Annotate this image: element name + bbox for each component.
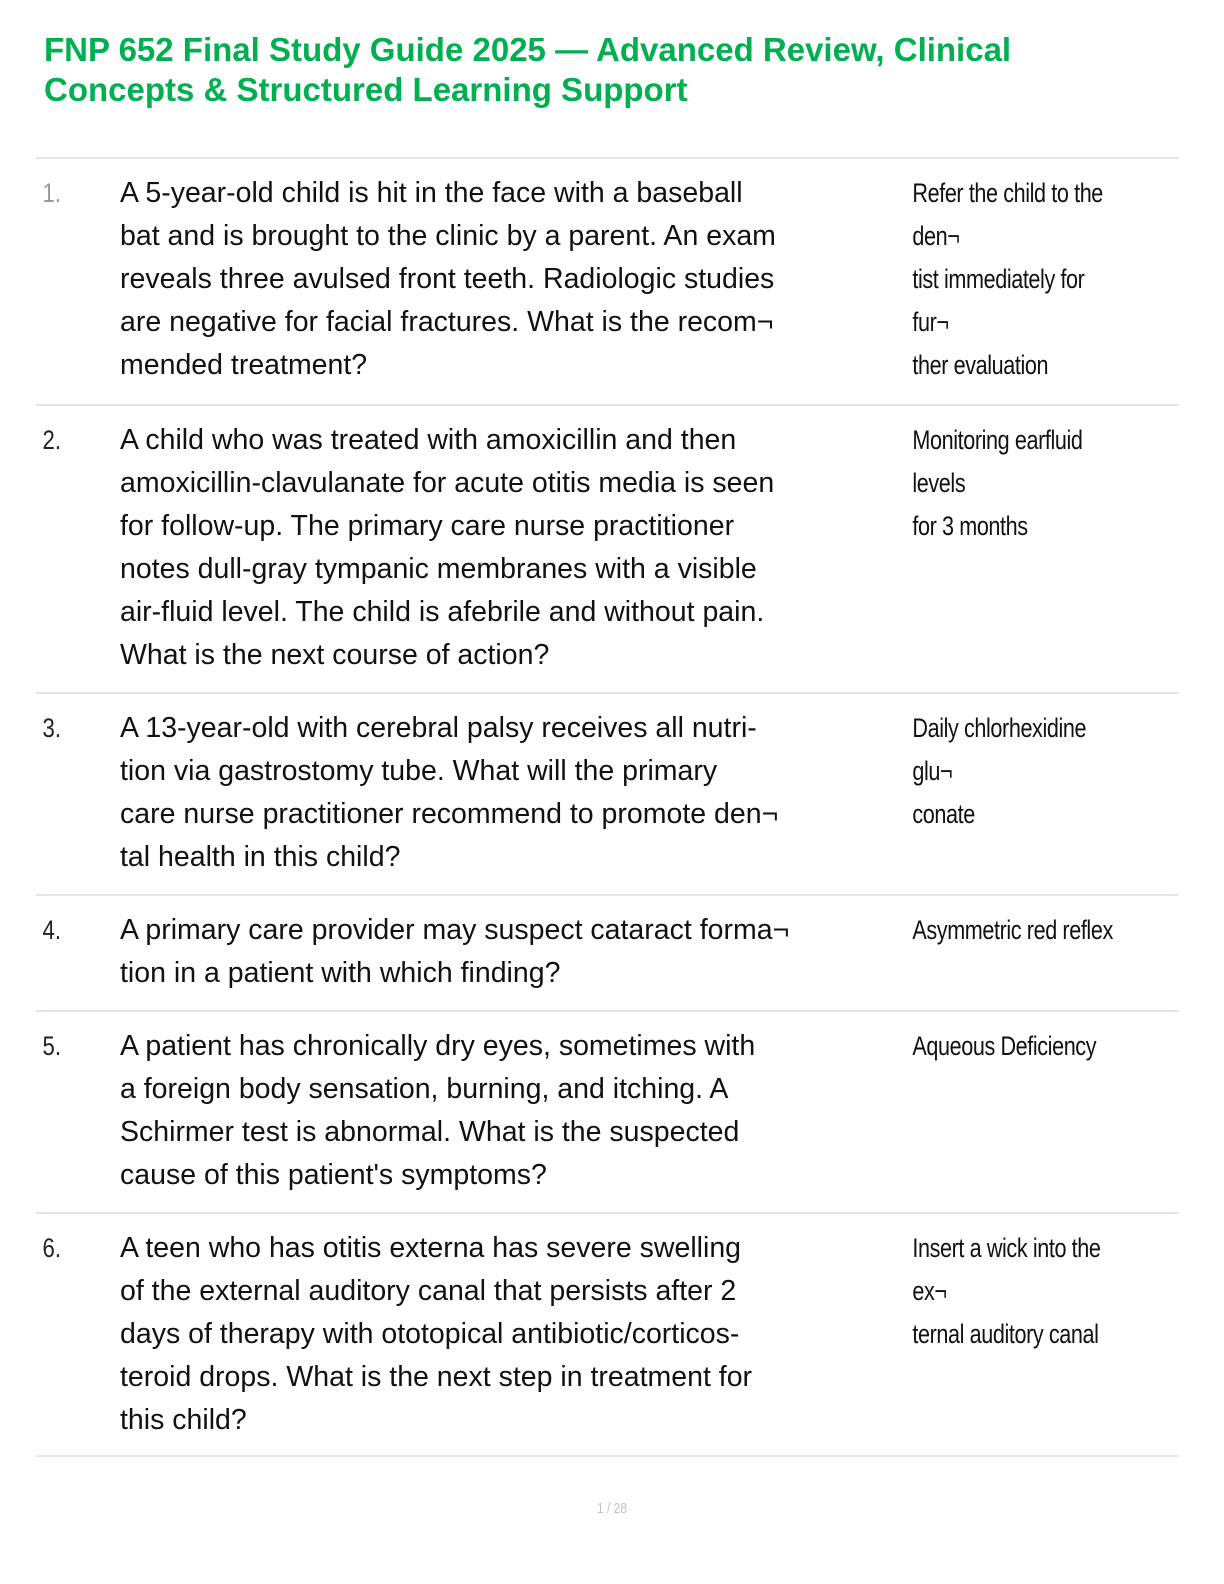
answer-text: Insert a wick into the ex¬ ternal auditory canal: [912, 1233, 1101, 1349]
answer-text: Asymmetric red reflex: [912, 915, 1113, 945]
question-text: A patient has chronically dry eyes, sometimes with a foreign body sensation, burning, and itching. A Schirmer test is abnormal. What is the suspected cause of this patient's symptoms?: [120, 1030, 756, 1191]
question-text: A child who was treated with amoxicillin and then amoxicillin-clavulanate for acute otitis media is seen for follow-up. The primary care nurse practitioner notes dull-gray tympanic membranes with a visible air-fluid level. The child is afebrile and without pain. What is the next course of action?: [120, 424, 775, 671]
question-text: A teen who has otitis externa has severe swelling of the external auditory canal that persists after 2 days of therapy with ototopical antibiotic/corticos- teroid drops. What is the next step in treatment for this child?: [120, 1232, 753, 1436]
question-row: [36, 894, 1179, 1010]
answer-text: Daily chlorhexidine glu¬ conate: [912, 713, 1087, 829]
question-number: 1.: [42, 178, 62, 208]
answer-text: Aqueous Deficiency: [912, 1031, 1097, 1061]
question-number: 6.: [42, 1233, 62, 1263]
question-text: A 13-year-old with cerebral palsy receives all nutri- tion via gastrostomy tube. What will the primary care nurse practitioner recommend to promote den¬ tal health in this child?: [120, 712, 779, 873]
document-title: FNP 652 Final Study Guide 2025 — Advanced Review, Clinical Concepts & Structured Learning Support: [44, 31, 1012, 108]
question-number: 5.: [42, 1031, 62, 1061]
question-number: 4.: [42, 915, 62, 945]
question-number: 3.: [42, 713, 62, 743]
question-text: A primary care provider may suspect cataract forma¬ tion in a patient with which finding?: [120, 914, 790, 989]
answer-text: Monitoring earfluid levels for 3 months: [912, 425, 1083, 541]
question-row: [36, 692, 1179, 894]
question-number: 2.: [42, 425, 62, 455]
answer-text: Refer the child to the den¬ tist immediately for fur¬ ther evaluation: [912, 178, 1103, 380]
question-row: [36, 1010, 1179, 1212]
question-text: A 5-year-old child is hit in the face with a baseball bat and is brought to the clinic by a parent. An exam reveals three avulsed front teeth. Radiologic studies are negative for facial fractures. What is the recom¬ mended treatment?: [120, 177, 776, 381]
question-answer-table: [36, 157, 1179, 1457]
page-indicator: 1 / 28: [596, 1500, 628, 1517]
question-row: [36, 157, 1179, 404]
question-row: [36, 1212, 1179, 1457]
question-row: [36, 404, 1179, 692]
